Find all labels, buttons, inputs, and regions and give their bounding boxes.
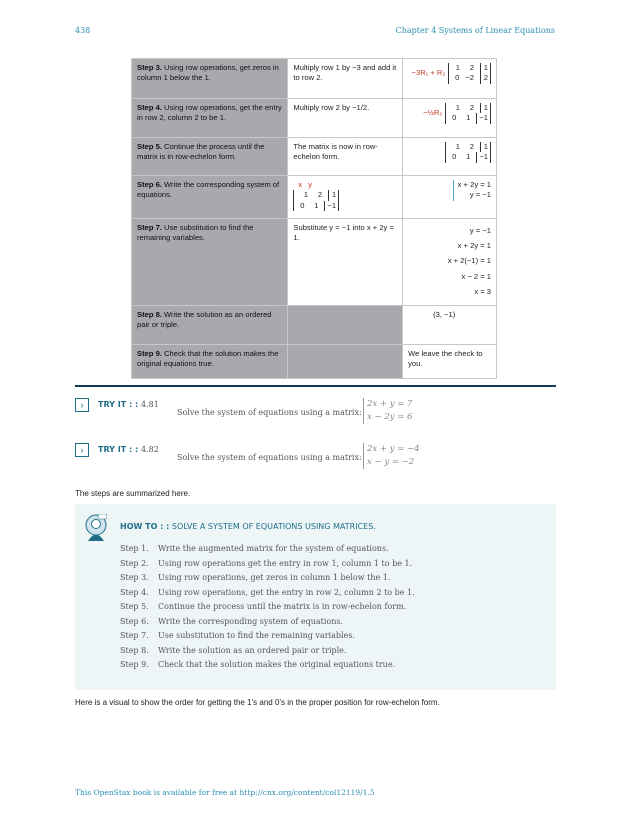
solution: (3, −1): [403, 306, 497, 345]
visual-text: Here is a visual to show the order for getting the 1’s and 0’s in the proper position for row-echelon form.: [75, 698, 440, 707]
equation-system: 2x + y = 7 x − 2y = 6: [363, 398, 412, 424]
list-item: Step 6. Write the corresponding system of equations.: [120, 616, 344, 626]
list-item: Step 3. Using row operations, get zeros in column 1 below the 1.: [120, 573, 391, 582]
table-row: Step 5. Continue the process until the matrix is in row-echelon form. The matrix is now in row-echelon form. 1 2 1 0 1 −1: [132, 138, 497, 176]
equation-system: 2x + y = −4 x − y = −2: [363, 443, 420, 469]
list-item: Step 7. Use substitution to find the remaining variables.: [120, 631, 355, 640]
person-icon: [85, 514, 107, 542]
step-label: Step 3.: [137, 63, 162, 72]
how-to-steps: [120, 544, 415, 675]
how-to-box: [75, 504, 556, 690]
row-operation: −½R₂: [423, 108, 443, 118]
chapter-title: Chapter 4 Systems of Linear Equations: [395, 26, 555, 35]
step-action: Multiply row 1 by −3 and add it to row 2.: [288, 59, 403, 99]
page-number: 438: [75, 26, 91, 35]
list-item: Step 2. Using row operations get the entry in row 1, column 1 to be 1.: [120, 558, 413, 568]
equation-system: x + 2y = 1 y = −1: [453, 180, 491, 201]
how-to-title: HOW TO : : SOLVE A SYSTEM OF EQUATIONS USING MATRICES.: [120, 522, 376, 531]
list-item: Step 9. Check that the solution makes the original equations true.: [120, 660, 396, 669]
substitution-work: y = −1 x + 2y = 1 x + 2(−1) = 1 x − 2 = 1 x = 3: [403, 219, 497, 306]
steps-table: [131, 58, 497, 379]
table-row: Step 6. Write the corresponding system of equations. xy 1 2 1 0 1 −1 x + 2y = 1 y = −1: [132, 176, 497, 219]
try-it-box: › TRY IT : : 4.82 Solve the system of equations using a matrix: 2x + y = −4 x − y = −2: [75, 443, 556, 479]
augmented-matrix: 1 2 1 0 1 −1: [445, 142, 491, 163]
table-row: Step 4. Using row operations, get the entry in row 2, column 2 to be 1. Multiply row 2 by −1/2. −½R₂ 1 2 1 0 1 −1: [132, 99, 497, 138]
chevron-right-icon[interactable]: ›: [75, 443, 89, 457]
summary-text: The steps are summarized here.: [75, 489, 191, 498]
table-row: Step 7. Use substitution to find the remaining variables. Substitute y = −1 into x + 2y = 1. y = −1 x + 2y = 1 x + 2(−1) = 1 x − 2 = 1 x = 3: [132, 219, 497, 306]
augmented-matrix: 1 2 1 0 1 −1: [293, 190, 339, 211]
table-row: Step 8. Write the solution as an ordered pair or triple. (3, −1): [132, 306, 497, 345]
chevron-right-icon[interactable]: ›: [75, 398, 89, 412]
list-item: Step 8. Write the solution as an ordered pair or triple.: [120, 645, 347, 655]
table-row: Step 9. Check that the solution makes the original equations true. We leave the check to you.: [132, 345, 497, 379]
table-row: [132, 59, 497, 99]
augmented-matrix: 1 2 1 0 −2 2: [448, 63, 491, 84]
augmented-matrix: 1 2 1 0 1 −1: [445, 103, 491, 124]
footer-link[interactable]: This OpenStax book is available for free at http://cnx.org/content/col12119/1.5: [75, 788, 375, 797]
list-item: Step 4. Using row operations, get the entry in row 2, column 2 to be 1.: [120, 587, 415, 597]
list-item: Step 5. Continue the process until the matrix is in row-echelon form.: [120, 602, 407, 611]
step-description: Using row operations, get zeros in column 1 below the 1.: [137, 63, 279, 83]
row-operation: −3R₁ + R₂: [411, 68, 446, 78]
list-item: Step 1. Write the augmented matrix for the system of equations.: [120, 544, 389, 553]
try-it-box: › TRY IT : : 4.81 Solve the system of equations using a matrix: 2x + y = 7 x − 2y = 6: [75, 398, 556, 434]
section-divider: [75, 385, 556, 387]
